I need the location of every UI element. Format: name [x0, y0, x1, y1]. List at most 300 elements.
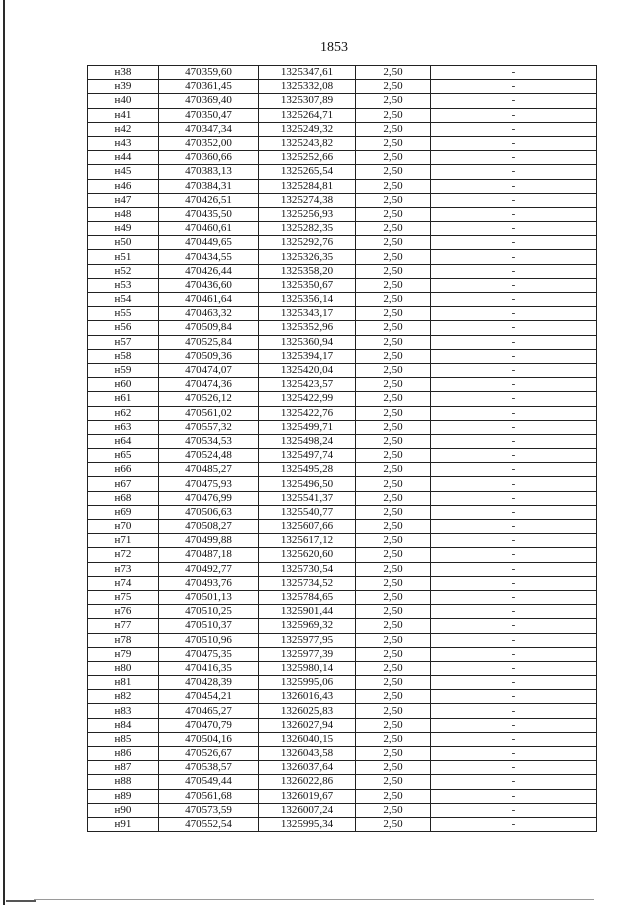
x-coordinate-cell: 470524,48 [159, 449, 259, 463]
note-cell: - [431, 434, 597, 448]
error-cell: 2,50 [356, 349, 431, 363]
point-id-cell: н65 [88, 449, 159, 463]
note-cell: - [431, 491, 597, 505]
note-cell: - [431, 619, 597, 633]
point-id-cell: н68 [88, 491, 159, 505]
point-id-cell: н58 [88, 349, 159, 363]
y-coordinate-cell: 1325252,66 [259, 151, 356, 165]
point-id-cell: н44 [88, 151, 159, 165]
table-row [88, 761, 597, 775]
error-cell: 2,50 [356, 761, 431, 775]
y-coordinate-cell: 1325356,14 [259, 293, 356, 307]
y-coordinate-cell: 1325495,28 [259, 463, 356, 477]
scan-artifact [6, 900, 36, 902]
table-row [88, 505, 597, 519]
table-row [88, 236, 597, 250]
x-coordinate-cell: 470470,79 [159, 718, 259, 732]
error-cell: 2,50 [356, 491, 431, 505]
x-coordinate-cell: 470508,27 [159, 520, 259, 534]
table-row [88, 548, 597, 562]
error-cell: 2,50 [356, 676, 431, 690]
note-cell: - [431, 803, 597, 817]
point-id-cell: н70 [88, 520, 159, 534]
x-coordinate-cell: 470561,68 [159, 789, 259, 803]
error-cell: 2,50 [356, 179, 431, 193]
x-coordinate-cell: 470350,47 [159, 108, 259, 122]
table-row [88, 122, 597, 136]
note-cell: - [431, 661, 597, 675]
point-id-cell: н83 [88, 704, 159, 718]
point-id-cell: н39 [88, 80, 159, 94]
y-coordinate-cell: 1325497,74 [259, 449, 356, 463]
note-cell: - [431, 307, 597, 321]
x-coordinate-cell: 470504,16 [159, 732, 259, 746]
note-cell: - [431, 520, 597, 534]
table-row [88, 434, 597, 448]
x-coordinate-cell: 470460,61 [159, 222, 259, 236]
note-cell: - [431, 718, 597, 732]
x-coordinate-cell: 470360,66 [159, 151, 259, 165]
note-cell: - [431, 477, 597, 491]
x-coordinate-cell: 470510,96 [159, 633, 259, 647]
error-cell: 2,50 [356, 392, 431, 406]
y-coordinate-cell: 1325607,66 [259, 520, 356, 534]
point-id-cell: н46 [88, 179, 159, 193]
point-id-cell: н86 [88, 747, 159, 761]
table-row [88, 321, 597, 335]
table-row [88, 80, 597, 94]
y-coordinate-cell: 1325422,76 [259, 406, 356, 420]
y-coordinate-cell: 1326037,64 [259, 761, 356, 775]
x-coordinate-cell: 470499,88 [159, 534, 259, 548]
error-cell: 2,50 [356, 193, 431, 207]
x-coordinate-cell: 470525,84 [159, 335, 259, 349]
table-row [88, 378, 597, 392]
y-coordinate-cell: 1325980,14 [259, 661, 356, 675]
point-id-cell: н76 [88, 605, 159, 619]
note-cell: - [431, 505, 597, 519]
error-cell: 2,50 [356, 264, 431, 278]
point-id-cell: н77 [88, 619, 159, 633]
error-cell: 2,50 [356, 505, 431, 519]
x-coordinate-cell: 470493,76 [159, 576, 259, 590]
note-cell: - [431, 66, 597, 80]
y-coordinate-cell: 1325730,54 [259, 562, 356, 576]
note-cell: - [431, 633, 597, 647]
y-coordinate-cell: 1326019,67 [259, 789, 356, 803]
y-coordinate-cell: 1325995,34 [259, 817, 356, 831]
point-id-cell: н61 [88, 392, 159, 406]
note-cell: - [431, 704, 597, 718]
y-coordinate-cell: 1325734,52 [259, 576, 356, 590]
y-coordinate-cell: 1325326,35 [259, 250, 356, 264]
y-coordinate-cell: 1325343,17 [259, 307, 356, 321]
table-row [88, 179, 597, 193]
table-row [88, 491, 597, 505]
error-cell: 2,50 [356, 80, 431, 94]
coordinates-table-body [88, 66, 597, 832]
point-id-cell: н42 [88, 122, 159, 136]
y-coordinate-cell: 1325977,95 [259, 633, 356, 647]
note-cell: - [431, 264, 597, 278]
x-coordinate-cell: 470509,84 [159, 321, 259, 335]
table-row [88, 704, 597, 718]
note-cell: - [431, 420, 597, 434]
note-cell: - [431, 335, 597, 349]
y-coordinate-cell: 1325784,65 [259, 590, 356, 604]
table-row [88, 789, 597, 803]
table-row [88, 520, 597, 534]
note-cell: - [431, 165, 597, 179]
error-cell: 2,50 [356, 590, 431, 604]
table-row [88, 732, 597, 746]
table-row [88, 94, 597, 108]
error-cell: 2,50 [356, 293, 431, 307]
error-cell: 2,50 [356, 207, 431, 221]
note-cell: - [431, 293, 597, 307]
note-cell: - [431, 789, 597, 803]
x-coordinate-cell: 470485,27 [159, 463, 259, 477]
table-row [88, 718, 597, 732]
x-coordinate-cell: 470461,64 [159, 293, 259, 307]
point-id-cell: н63 [88, 420, 159, 434]
table-row [88, 250, 597, 264]
error-cell: 2,50 [356, 136, 431, 150]
error-cell: 2,50 [356, 477, 431, 491]
point-id-cell: н90 [88, 803, 159, 817]
point-id-cell: н52 [88, 264, 159, 278]
x-coordinate-cell: 470487,18 [159, 548, 259, 562]
note-cell: - [431, 193, 597, 207]
x-coordinate-cell: 470475,93 [159, 477, 259, 491]
note-cell: - [431, 676, 597, 690]
error-cell: 2,50 [356, 520, 431, 534]
table-row [88, 108, 597, 122]
table-row [88, 562, 597, 576]
point-id-cell: н45 [88, 165, 159, 179]
note-cell: - [431, 236, 597, 250]
error-cell: 2,50 [356, 747, 431, 761]
x-coordinate-cell: 470552,54 [159, 817, 259, 831]
table-row [88, 349, 597, 363]
x-coordinate-cell: 470506,63 [159, 505, 259, 519]
page-number: 1853 [320, 40, 348, 55]
point-id-cell: н91 [88, 817, 159, 831]
error-cell: 2,50 [356, 122, 431, 136]
point-id-cell: н69 [88, 505, 159, 519]
x-coordinate-cell: 470434,55 [159, 250, 259, 264]
y-coordinate-cell: 1326025,83 [259, 704, 356, 718]
point-id-cell: н67 [88, 477, 159, 491]
y-coordinate-cell: 1325332,08 [259, 80, 356, 94]
y-coordinate-cell: 1325617,12 [259, 534, 356, 548]
x-coordinate-cell: 470573,59 [159, 803, 259, 817]
scan-left-edge [3, 0, 5, 905]
x-coordinate-cell: 470359,60 [159, 66, 259, 80]
note-cell: - [431, 151, 597, 165]
table-row [88, 661, 597, 675]
y-coordinate-cell: 1325256,93 [259, 207, 356, 221]
x-coordinate-cell: 470428,39 [159, 676, 259, 690]
error-cell: 2,50 [356, 363, 431, 377]
error-cell: 2,50 [356, 619, 431, 633]
error-cell: 2,50 [356, 278, 431, 292]
table-row [88, 534, 597, 548]
note-cell: - [431, 449, 597, 463]
y-coordinate-cell: 1325969,32 [259, 619, 356, 633]
point-id-cell: н54 [88, 293, 159, 307]
error-cell: 2,50 [356, 236, 431, 250]
point-id-cell: н51 [88, 250, 159, 264]
error-cell: 2,50 [356, 307, 431, 321]
error-cell: 2,50 [356, 151, 431, 165]
note-cell: - [431, 321, 597, 335]
table-row [88, 293, 597, 307]
x-coordinate-cell: 470510,37 [159, 619, 259, 633]
table-row [88, 222, 597, 236]
y-coordinate-cell: 1325249,32 [259, 122, 356, 136]
point-id-cell: н56 [88, 321, 159, 335]
point-id-cell: н57 [88, 335, 159, 349]
error-cell: 2,50 [356, 817, 431, 831]
x-coordinate-cell: 470501,13 [159, 590, 259, 604]
coordinates-table [87, 65, 597, 832]
table-row [88, 463, 597, 477]
y-coordinate-cell: 1325394,17 [259, 349, 356, 363]
error-cell: 2,50 [356, 633, 431, 647]
point-id-cell: н72 [88, 548, 159, 562]
error-cell: 2,50 [356, 222, 431, 236]
point-id-cell: н88 [88, 775, 159, 789]
table-row [88, 363, 597, 377]
error-cell: 2,50 [356, 775, 431, 789]
x-coordinate-cell: 470534,53 [159, 434, 259, 448]
x-coordinate-cell: 470475,35 [159, 647, 259, 661]
error-cell: 2,50 [356, 321, 431, 335]
point-id-cell: н73 [88, 562, 159, 576]
point-id-cell: н89 [88, 789, 159, 803]
y-coordinate-cell: 1325901,44 [259, 605, 356, 619]
x-coordinate-cell: 470369,40 [159, 94, 259, 108]
table-row [88, 477, 597, 491]
table-row [88, 207, 597, 221]
note-cell: - [431, 349, 597, 363]
point-id-cell: н55 [88, 307, 159, 321]
error-cell: 2,50 [356, 406, 431, 420]
table-row [88, 264, 597, 278]
y-coordinate-cell: 1326043,58 [259, 747, 356, 761]
note-cell: - [431, 817, 597, 831]
x-coordinate-cell: 470384,31 [159, 179, 259, 193]
error-cell: 2,50 [356, 335, 431, 349]
table-row [88, 420, 597, 434]
error-cell: 2,50 [356, 548, 431, 562]
x-coordinate-cell: 470426,51 [159, 193, 259, 207]
point-id-cell: н84 [88, 718, 159, 732]
table-row [88, 803, 597, 817]
table-row [88, 747, 597, 761]
x-coordinate-cell: 470454,21 [159, 690, 259, 704]
point-id-cell: н82 [88, 690, 159, 704]
table-row [88, 335, 597, 349]
table-row [88, 165, 597, 179]
table-row [88, 633, 597, 647]
table-row [88, 151, 597, 165]
table-row [88, 619, 597, 633]
x-coordinate-cell: 470561,02 [159, 406, 259, 420]
x-coordinate-cell: 470492,77 [159, 562, 259, 576]
table-row [88, 278, 597, 292]
point-id-cell: н50 [88, 236, 159, 250]
point-id-cell: н41 [88, 108, 159, 122]
point-id-cell: н60 [88, 378, 159, 392]
y-coordinate-cell: 1325274,38 [259, 193, 356, 207]
error-cell: 2,50 [356, 250, 431, 264]
x-coordinate-cell: 470352,00 [159, 136, 259, 150]
note-cell: - [431, 122, 597, 136]
note-cell: - [431, 80, 597, 94]
error-cell: 2,50 [356, 732, 431, 746]
y-coordinate-cell: 1325284,81 [259, 179, 356, 193]
error-cell: 2,50 [356, 108, 431, 122]
note-cell: - [431, 605, 597, 619]
note-cell: - [431, 250, 597, 264]
point-id-cell: н53 [88, 278, 159, 292]
y-coordinate-cell: 1326007,24 [259, 803, 356, 817]
x-coordinate-cell: 470436,60 [159, 278, 259, 292]
table-row [88, 576, 597, 590]
table-row [88, 66, 597, 80]
x-coordinate-cell: 470426,44 [159, 264, 259, 278]
x-coordinate-cell: 470435,50 [159, 207, 259, 221]
error-cell: 2,50 [356, 704, 431, 718]
point-id-cell: н66 [88, 463, 159, 477]
y-coordinate-cell: 1325265,54 [259, 165, 356, 179]
table-row [88, 307, 597, 321]
note-cell: - [431, 690, 597, 704]
x-coordinate-cell: 470509,36 [159, 349, 259, 363]
error-cell: 2,50 [356, 576, 431, 590]
x-coordinate-cell: 470474,36 [159, 378, 259, 392]
x-coordinate-cell: 470465,27 [159, 704, 259, 718]
error-cell: 2,50 [356, 690, 431, 704]
error-cell: 2,50 [356, 434, 431, 448]
note-cell: - [431, 278, 597, 292]
x-coordinate-cell: 470449,65 [159, 236, 259, 250]
point-id-cell: н48 [88, 207, 159, 221]
note-cell: - [431, 747, 597, 761]
x-coordinate-cell: 470463,32 [159, 307, 259, 321]
error-cell: 2,50 [356, 647, 431, 661]
note-cell: - [431, 94, 597, 108]
y-coordinate-cell: 1326022,86 [259, 775, 356, 789]
note-cell: - [431, 136, 597, 150]
x-coordinate-cell: 470474,07 [159, 363, 259, 377]
y-coordinate-cell: 1325620,60 [259, 548, 356, 562]
note-cell: - [431, 775, 597, 789]
y-coordinate-cell: 1325360,94 [259, 335, 356, 349]
y-coordinate-cell: 1325540,77 [259, 505, 356, 519]
table-row [88, 775, 597, 789]
x-coordinate-cell: 470557,32 [159, 420, 259, 434]
point-id-cell: н40 [88, 94, 159, 108]
point-id-cell: н49 [88, 222, 159, 236]
error-cell: 2,50 [356, 661, 431, 675]
table-row [88, 136, 597, 150]
point-id-cell: н79 [88, 647, 159, 661]
point-id-cell: н64 [88, 434, 159, 448]
y-coordinate-cell: 1325496,50 [259, 477, 356, 491]
point-id-cell: н71 [88, 534, 159, 548]
error-cell: 2,50 [356, 66, 431, 80]
error-cell: 2,50 [356, 562, 431, 576]
note-cell: - [431, 761, 597, 775]
note-cell: - [431, 207, 597, 221]
y-coordinate-cell: 1325264,71 [259, 108, 356, 122]
error-cell: 2,50 [356, 449, 431, 463]
error-cell: 2,50 [356, 165, 431, 179]
note-cell: - [431, 406, 597, 420]
error-cell: 2,50 [356, 378, 431, 392]
x-coordinate-cell: 470538,57 [159, 761, 259, 775]
note-cell: - [431, 534, 597, 548]
y-coordinate-cell: 1325995,06 [259, 676, 356, 690]
y-coordinate-cell: 1325977,39 [259, 647, 356, 661]
x-coordinate-cell: 470526,67 [159, 747, 259, 761]
x-coordinate-cell: 470347,34 [159, 122, 259, 136]
table-row [88, 647, 597, 661]
table-row [88, 193, 597, 207]
y-coordinate-cell: 1325499,71 [259, 420, 356, 434]
x-coordinate-cell: 470510,25 [159, 605, 259, 619]
y-coordinate-cell: 1325350,67 [259, 278, 356, 292]
y-coordinate-cell: 1325352,96 [259, 321, 356, 335]
table-row [88, 676, 597, 690]
error-cell: 2,50 [356, 463, 431, 477]
point-id-cell: н47 [88, 193, 159, 207]
table-row [88, 690, 597, 704]
note-cell: - [431, 562, 597, 576]
note-cell: - [431, 732, 597, 746]
y-coordinate-cell: 1325422,99 [259, 392, 356, 406]
point-id-cell: н81 [88, 676, 159, 690]
error-cell: 2,50 [356, 789, 431, 803]
y-coordinate-cell: 1325282,35 [259, 222, 356, 236]
note-cell: - [431, 179, 597, 193]
note-cell: - [431, 548, 597, 562]
point-id-cell: н74 [88, 576, 159, 590]
y-coordinate-cell: 1325292,76 [259, 236, 356, 250]
point-id-cell: н78 [88, 633, 159, 647]
x-coordinate-cell: 470526,12 [159, 392, 259, 406]
y-coordinate-cell: 1325243,82 [259, 136, 356, 150]
point-id-cell: н62 [88, 406, 159, 420]
table-row [88, 406, 597, 420]
note-cell: - [431, 222, 597, 236]
y-coordinate-cell: 1325420,04 [259, 363, 356, 377]
x-coordinate-cell: 470416,35 [159, 661, 259, 675]
y-coordinate-cell: 1325347,61 [259, 66, 356, 80]
table-row [88, 449, 597, 463]
error-cell: 2,50 [356, 94, 431, 108]
y-coordinate-cell: 1325498,24 [259, 434, 356, 448]
point-id-cell: н85 [88, 732, 159, 746]
point-id-cell: н87 [88, 761, 159, 775]
table-row [88, 392, 597, 406]
y-coordinate-cell: 1326016,43 [259, 690, 356, 704]
y-coordinate-cell: 1325307,89 [259, 94, 356, 108]
scan-artifact [34, 899, 594, 900]
